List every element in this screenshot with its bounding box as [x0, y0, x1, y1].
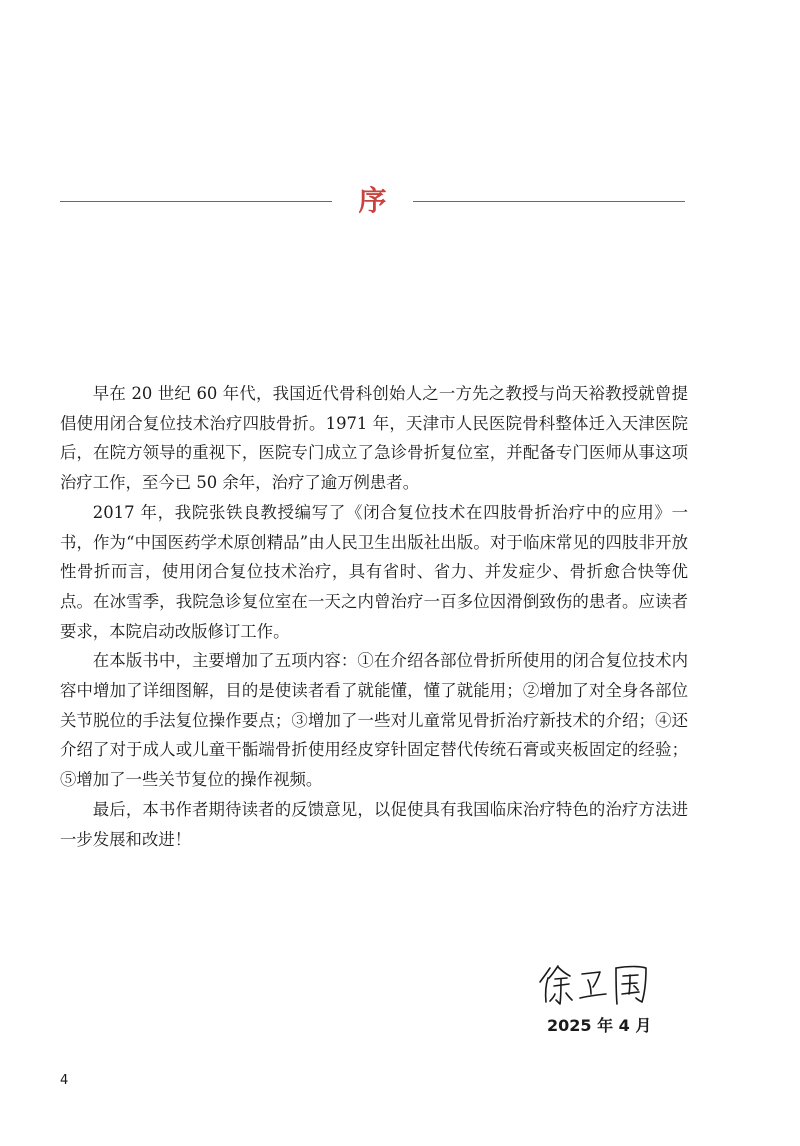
page-number: 4	[60, 1073, 69, 1088]
signature-date: 2025 年 4 月	[547, 1016, 652, 1035]
paragraph-3: 在本版书中，主要增加了五项内容：①在介绍各部位骨折所使用的闭合复位技术内容中增加了详细图解，目的是使读者看了就能懂，懂了就能用；②增加了对全身各部位关节脱位的手法复位操作要点；③增加了一些对儿童常见骨折治疗新技术的介绍；④还介绍了对于成人或儿童干骺端骨折使用经皮穿针固定替代传统石膏或夹板固定的经验；⑤增加了一些关节复位的操作视频。	[60, 651, 688, 790]
paragraph-1: 早在 20 世纪 60 年代，我国近代骨科创始人之一方先之教授与尚天裕教授就曾提倡使用闭合复位技术治疗四肢骨折。1971 年，天津市人民医院骨科整体迁入天津医院后，在院方领导的重视下，医院专门成立了急诊骨折复位室，并配备专门医师从事这项治疗工作，至今已 50 余年，治疗了逾万例患者。	[60, 384, 688, 493]
page-title: 序	[358, 184, 387, 217]
heading-rule-right	[413, 201, 685, 202]
paragraph-2: 2017 年，我院张铁良教授编写了《闭合复位技术在四肢骨折治疗中的应用》一书，作为“中国医药学术原创精品”由人民卫生出版社出版。对于临床常见的四肢非开放性骨折而言，使用闭合复位技术治疗，具有省时、省力、并发症少、骨折愈合快等优点。在冰雪季，我院急诊复位室在一天之内曾治疗一百多位因滑倒致伤的患者。应读者要求，本院启动改版修订工作。	[60, 502, 688, 641]
preface-body	[60, 379, 688, 854]
signature-drawing	[536, 960, 656, 1008]
handwritten-signature	[536, 960, 656, 1008]
preface-heading	[60, 178, 685, 224]
paragraph-4: 最后，本书作者期待读者的反馈意见，以促使具有我国临床治疗特色的治疗方法进一步发展和改进！	[60, 799, 688, 849]
